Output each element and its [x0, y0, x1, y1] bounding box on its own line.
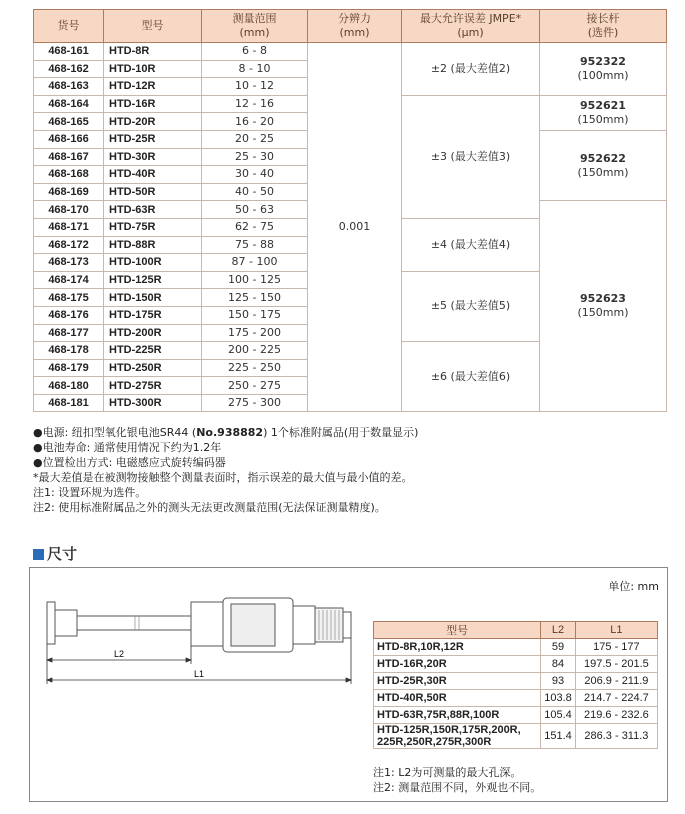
- header-code: 货号: [34, 10, 104, 43]
- extension-cell: 952623 (150mm): [540, 201, 667, 412]
- header-extension: 接长杆 (选件): [540, 10, 667, 43]
- code-cell: 468-181: [34, 394, 104, 412]
- range-cell: 16 - 20: [202, 113, 308, 131]
- dim-model-cell: HTD-63R,75R,88R,100R: [374, 707, 541, 724]
- model-cell: HTD-88R: [104, 236, 202, 254]
- model-cell: HTD-75R: [104, 218, 202, 236]
- extension-cell: 952622 (150mm): [540, 130, 667, 200]
- dim-model-cell: HTD-125R,150R,175R,200R, 225R,250R,275R,300R: [374, 724, 541, 749]
- extension-cell: 952322 (100mm): [540, 43, 667, 96]
- range-cell: 8 - 10: [202, 60, 308, 78]
- error-cell: ±3 (最大差值3): [402, 95, 540, 218]
- range-cell: 25 - 30: [202, 148, 308, 166]
- note-detection: ●位置检出方式: 电磁感应式旋转编码器: [33, 456, 226, 469]
- code-cell: 468-168: [34, 166, 104, 184]
- range-cell: 275 - 300: [202, 394, 308, 412]
- table-row: [374, 690, 658, 707]
- range-cell: 100 - 125: [202, 271, 308, 289]
- code-cell: 468-179: [34, 359, 104, 377]
- code-cell: 468-175: [34, 289, 104, 307]
- model-cell: HTD-8R: [104, 43, 202, 61]
- dim-l1-cell: 206.9 - 211.9: [575, 673, 657, 690]
- dim-l2-cell: 151.4: [541, 724, 576, 749]
- section-title: 尺寸: [33, 543, 77, 564]
- code-cell: 468-178: [34, 342, 104, 360]
- model-cell: HTD-100R: [104, 254, 202, 272]
- range-cell: 125 - 150: [202, 289, 308, 307]
- error-cell: ±4 (最大差值4): [402, 218, 540, 271]
- dim-header-l2: L2: [541, 622, 576, 639]
- table-row: [374, 673, 658, 690]
- code-cell: 468-162: [34, 60, 104, 78]
- model-cell: HTD-30R: [104, 148, 202, 166]
- model-cell: HTD-175R: [104, 306, 202, 324]
- model-cell: HTD-20R: [104, 113, 202, 131]
- code-cell: 468-174: [34, 271, 104, 289]
- range-cell: 20 - 25: [202, 130, 308, 148]
- code-cell: 468-167: [34, 148, 104, 166]
- code-cell: 468-173: [34, 254, 104, 272]
- spec-header-row: [34, 10, 667, 43]
- dim-l2-cell: 84: [541, 656, 576, 673]
- model-cell: HTD-40R: [104, 166, 202, 184]
- header-resolution: 分辨力 (mm): [308, 10, 402, 43]
- range-cell: 6 - 8: [202, 43, 308, 61]
- code-cell: 468-170: [34, 201, 104, 219]
- dim-l1-cell: 175 - 177: [575, 639, 657, 656]
- dim-model-cell: HTD-8R,10R,12R: [374, 639, 541, 656]
- model-cell: HTD-12R: [104, 78, 202, 96]
- header-range: 测量范围 (mm): [202, 10, 308, 43]
- range-cell: 175 - 200: [202, 324, 308, 342]
- range-cell: 250 - 275: [202, 377, 308, 395]
- header-error: 最大允许误差 JMPE* (μm): [402, 10, 540, 43]
- micrometer-drawing: [35, 588, 375, 698]
- range-cell: 12 - 16: [202, 95, 308, 113]
- spec-table: [33, 9, 667, 412]
- model-cell: HTD-150R: [104, 289, 202, 307]
- dim-header-row: [374, 622, 658, 639]
- error-cell: ±5 (最大差值5): [402, 271, 540, 341]
- model-cell: HTD-300R: [104, 394, 202, 412]
- header-model: 型号: [104, 10, 202, 43]
- table-row: [374, 656, 658, 673]
- dim-l1-cell: 214.7 - 224.7: [575, 690, 657, 707]
- range-cell: 87 - 100: [202, 254, 308, 272]
- code-cell: 468-176: [34, 306, 104, 324]
- range-cell: 30 - 40: [202, 166, 308, 184]
- code-cell: 468-163: [34, 78, 104, 96]
- resolution-cell: 0.001: [308, 43, 402, 412]
- l2-label: L2: [113, 649, 125, 659]
- dim-model-cell: HTD-25R,30R: [374, 673, 541, 690]
- model-cell: HTD-63R: [104, 201, 202, 219]
- code-cell: 468-166: [34, 130, 104, 148]
- dim-header-model: 型号: [374, 622, 541, 639]
- model-cell: HTD-16R: [104, 95, 202, 113]
- square-bullet-icon: [33, 549, 44, 560]
- dim-model-cell: HTD-16R,20R: [374, 656, 541, 673]
- range-cell: 200 - 225: [202, 342, 308, 360]
- range-cell: 75 - 88: [202, 236, 308, 254]
- error-cell: ±6 (最大差值6): [402, 342, 540, 412]
- dim-header-l1: L1: [575, 622, 657, 639]
- model-cell: HTD-225R: [104, 342, 202, 360]
- note-star: *最大差值是在被测物接触整个测量表面时，指示误差的最大值与最小值的差。: [33, 471, 413, 484]
- code-cell: 468-164: [34, 95, 104, 113]
- extension-cell: 952621 (150mm): [540, 95, 667, 130]
- dimension-notes: [373, 765, 541, 795]
- model-cell: HTD-200R: [104, 324, 202, 342]
- code-cell: 468-172: [34, 236, 104, 254]
- code-cell: 468-177: [34, 324, 104, 342]
- dim-l1-cell: 219.6 - 232.6: [575, 707, 657, 724]
- code-cell: 468-161: [34, 43, 104, 61]
- dim-l2-cell: 59: [541, 639, 576, 656]
- l1-label: L1: [193, 669, 205, 679]
- model-cell: HTD-50R: [104, 183, 202, 201]
- unit-label: 单位: mm: [608, 580, 659, 593]
- range-cell: 225 - 250: [202, 359, 308, 377]
- code-cell: 468-171: [34, 218, 104, 236]
- dimension-table: [373, 621, 658, 749]
- range-cell: 50 - 63: [202, 201, 308, 219]
- code-cell: 468-165: [34, 113, 104, 131]
- model-cell: HTD-25R: [104, 130, 202, 148]
- table-row: [34, 43, 667, 61]
- note-battery-life: ●电池寿命: 通常使用情况下约为1.2年: [33, 441, 222, 454]
- dim-note-1: 注1: L2为可测量的最大孔深。: [373, 766, 522, 779]
- model-cell: HTD-125R: [104, 271, 202, 289]
- dim-l2-cell: 105.4: [541, 707, 576, 724]
- table-row: [374, 639, 658, 656]
- dim-l1-cell: 286.3 - 311.3: [575, 724, 657, 749]
- table-row: [374, 707, 658, 724]
- range-cell: 10 - 12: [202, 78, 308, 96]
- dim-model-cell: HTD-40R,50R: [374, 690, 541, 707]
- dimensions-box: [29, 567, 668, 802]
- model-cell: HTD-275R: [104, 377, 202, 395]
- table-row: [374, 724, 658, 749]
- model-cell: HTD-10R: [104, 60, 202, 78]
- spec-notes: [33, 425, 418, 515]
- note-battery: ●电源: 纽扣型氧化银电池SR44 (No.938882) 1个标准附属品(用于数量显示): [33, 426, 419, 439]
- dim-l2-cell: 103.8: [541, 690, 576, 707]
- dim-note-2: 注2: 测量范围不同，外观也不同。: [373, 781, 542, 794]
- range-cell: 62 - 75: [202, 218, 308, 236]
- code-cell: 468-180: [34, 377, 104, 395]
- note-1: 注1: 设置环规为选件。: [33, 486, 147, 499]
- error-cell: ±2 (最大差值2): [402, 43, 540, 96]
- range-cell: 150 - 175: [202, 306, 308, 324]
- note-2: 注2: 使用标准附属品之外的测头无法更改测量范围(无法保证测量精度)。: [33, 501, 386, 514]
- code-cell: 468-169: [34, 183, 104, 201]
- range-cell: 40 - 50: [202, 183, 308, 201]
- dim-l2-cell: 93: [541, 673, 576, 690]
- dim-l1-cell: 197.5 - 201.5: [575, 656, 657, 673]
- model-cell: HTD-250R: [104, 359, 202, 377]
